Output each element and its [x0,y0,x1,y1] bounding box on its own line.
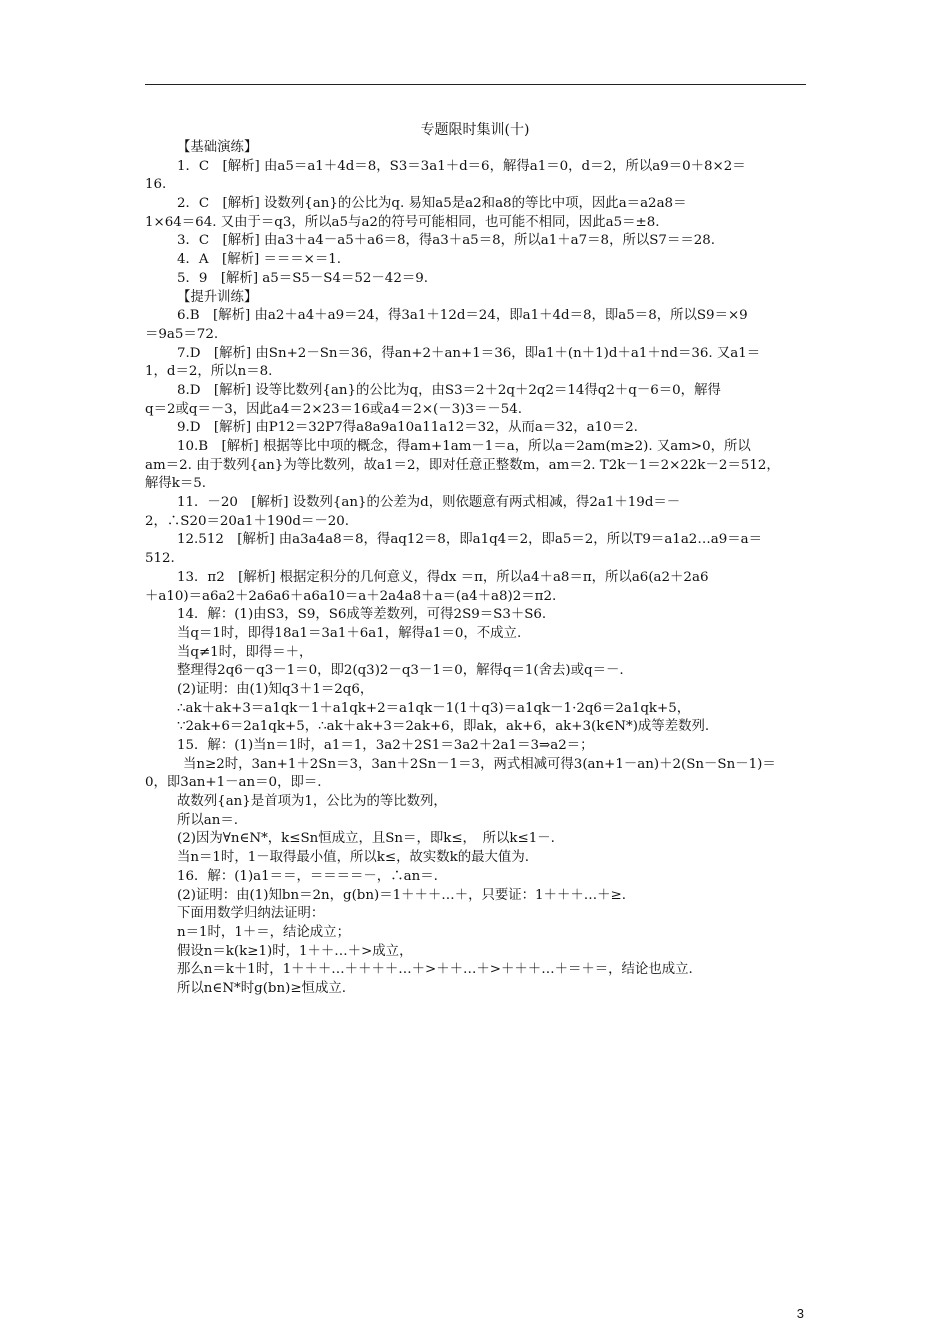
text-line: 【基础演练】 [177,140,258,155]
text-line: 当n≥2时，3an+1＋2Sn＝3，3an＋2Sn－1＝3，两式相减可得3(an+1－an)＋2(Sn－Sn－1)＝ [183,756,776,772]
text-line: 下面用数学归纳法证明： [177,906,325,922]
text-line: 7.D [解析] 由Sn+2－Sn＝36，得an+2＋an+1＝36，即a1＋(n＋1)d＋a1＋nd＝36. 又a1＝ [177,345,761,361]
text-line: 2．C [解析] 设数列{an}的公比为q. 易知a5是a2和a8的等比中项，因此a＝a2a8＝ [177,196,687,212]
text-line: ∴ak＋ak+3＝a1qk－1＋a1qk+2＝a1qk－1(1＋q3)＝a1qk－1·2q6＝2a1qk+5， [177,700,691,716]
text-line: 1，d＝2，所以n＝8. [145,364,273,380]
text-line: ＋a10)＝a6a2＋2a6a6＋a6a10＝a＋2a4a8＋a＝(a4＋a8)2＝π2. [145,588,557,604]
solutions-body [145,139,806,999]
text-line: 10.B [解析] 根据等比中项的概念，得am+1am－1＝a，所以a＝2am(m≥2). 又am>0，所以 [177,439,751,454]
text-line: 故数列{an}是首项为1，公比为的等比数列， [177,794,447,810]
text-line: 当n＝1时，1－取得最小值，所以k≤，故实数k的最大值为. [177,850,529,866]
text-line: 16．解：(1)a1＝＝，＝＝＝＝－，∴an＝. [177,868,438,884]
text-line: 6.B [解析] 由a2＋a4＋a9＝24，得3a1＋12d＝24，即a1＋4d＝8，即a5＝8，所以S9＝×9 [177,308,748,324]
text-line: 2，∴S20＝20a1＋190d＝－20. [145,513,350,529]
text-line: 9.D [解析] 由P12＝32P7得a8a9a10a11a12＝32，从而a＝32，a10＝2. [177,420,638,436]
text-line: 5．9 [解析] a5＝S5－S4＝52－42＝9. [177,270,429,286]
text-line: 那么n＝k＋1时，1＋＋＋…＋＋＋＋…＋>＋＋…＋>＋＋＋…＋＝＋＝，结论也成立. [177,962,693,978]
text-line: 当q＝1时，即得18a1＝3a1＋6a1，解得a1＝0，不成立. [177,625,522,641]
text-line: 【提升训练】 [177,289,258,305]
text-line: 8.D [解析] 设等比数列{an}的公比为q，由S3＝2＋2q＋2q2＝14得q2＋q－6＝0，解得 [177,382,721,398]
text-line: 11．－20 [解析] 设数列{an}的公差为d，则依题意有两式相减，得2a1＋19d＝－ [177,495,681,511]
text-line: 整理得2q6－q3－1＝0，即2(q3)2－q3－1＝0，解得q＝1(舍去)或q＝－. [177,663,624,679]
header-rule [145,84,806,85]
text-line: 0，即3an+1－an＝0，即＝. [145,775,322,791]
text-line: 3．C [解析] 由a3＋a4－a5＋a6＝8，得a3＋a5＝8，所以a1＋a7＝8，所以S7＝＝28. [177,233,716,249]
text-line: (2)因为∀n∈N*，k≤Sn恒成立，且Sn＝，即k≤， 所以k≤1－. [177,831,555,847]
text-line: am＝2. 由于数列{an}为等比数列，故a1＝2，即对任意正整数m，am＝2. T2k－1＝2×22k－2＝512， [145,457,780,473]
text-line: 512. [145,551,175,567]
text-line: 4．A [解析] ＝＝＝×＝1. [177,252,342,268]
text-line: 13．π2 [解析] 根据定积分的几何意义，得dx ＝π，所以a4＋a8＝π，所以a6(a2＋2a6 [177,569,709,585]
text-line: 当q≠1时，即得＝＋， [177,644,313,660]
text-line: q＝2或q＝－3，因此a4＝2×23＝16或a4＝2×(－3)3＝－54. [145,401,522,417]
text-line: 假设n＝k(k≥1)时，1＋＋…＋>成立， [177,943,413,959]
text-line: 14．解：(1)由S3，S9，S6成等差数列，可得2S9＝S3＋S6. [177,607,547,623]
text-line: 所以n∈N*时g(bn)≥恒成立. [177,980,346,996]
page-title: 专题限时集训(十) [420,122,530,138]
text-line: n＝1时，1＋＝，结论成立； [177,924,350,940]
text-line: 解得k＝5. [145,476,207,492]
text-line: 1×64＝64. 又由于＝q3，所以a5与a2的符号可能相同，也可能不相同，因此a5＝±8. [145,214,660,230]
text-line: 15．解：(1)当n＝1时，a1＝1，3a2＋2S1＝3a2＋2a1＝3⇒a2＝； [177,738,594,753]
page-number: 3 [796,1306,804,1321]
text-line: (2)证明：由(1)知q3＋1＝2q6， [177,681,374,697]
text-line: 12.512 [解析] 由a3a4a8＝8，得aq12＝8，即a1q4＝2，即a5＝2，所以T9＝a1a2…a9＝a＝ [177,532,762,548]
text-line: 16. [145,177,167,193]
text-line: (2)证明：由(1)知bn＝2n，g(bn)＝1＋＋＋…＋，只要证：1＋＋＋…＋≥. [177,887,626,903]
text-line: ＝9a5＝72. [145,326,219,342]
text-line: 所以an＝. [177,812,239,828]
text-line: 1．C [解析] 由a5＝a1＋4d＝8，S3＝3a1＋d＝6，解得a1＝0，d＝2，所以a9＝0＋8×2＝ [177,158,746,174]
text-line: ∵2ak+6＝2a1qk+5，∴ak＋ak+3＝2ak+6，即ak，ak+6，ak+3(k∈N*)成等差数列. [177,719,710,735]
